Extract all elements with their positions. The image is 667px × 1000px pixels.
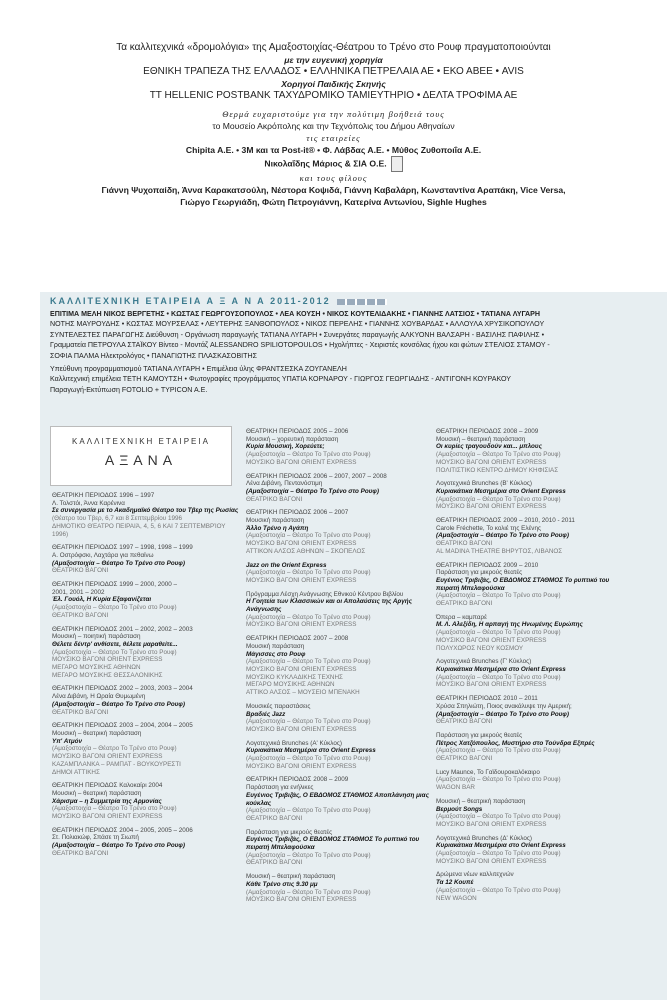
history-column-3 bbox=[436, 428, 626, 908]
entry-line: Στ. Πολιακώφ, Σπάσε τη Σιωπή bbox=[52, 834, 139, 842]
entry-line: ΠΟΛΙΤΙΣΤΙΚΟ ΚΕΝΤΡΟ ΔΗΜΟΥ ΚΗΦΙΣΙΑΣ bbox=[436, 466, 559, 474]
entry-line: AL MADINA THEATRE ΒΗΡΥΤΟΣ, ΛΙΒΑΝΟΣ bbox=[436, 547, 563, 555]
thanks-institutions: το Μουσείο Ακρόπολης και την Τεχνόπολις του Δήμου Αθηναίων bbox=[212, 121, 455, 131]
entry-line: ΘΕΑΤΡΙΚΟ ΒΑΓΟΝΙ bbox=[246, 859, 303, 867]
season-entry bbox=[52, 544, 242, 575]
entry-line: (Αμαξοστοιχία – Θέατρο Το Τρένο στο Ρουφ) bbox=[52, 805, 177, 813]
entry-line: ΘΕΑΤΡΙΚΟ ΒΑΓΟΝΙ bbox=[52, 567, 109, 575]
companies-label: τις εταιρείες bbox=[306, 133, 361, 143]
entry-line: (Αμαξοστοιχία – Θέατρο Το Τρένο στο Ρουφ) bbox=[436, 747, 561, 755]
entry-line: (Αμαξοστοιχία – Θέατρο Το Τρένο στο Ρουφ) bbox=[436, 495, 561, 503]
entry-line: (Αμαξοστοιχία – Θέατρο Το Τρένο στο Ρουφ) bbox=[436, 451, 561, 459]
season-entry bbox=[436, 428, 626, 474]
season-entry bbox=[436, 732, 626, 763]
entry-line: (Αμαξοστοιχία – Θέατρο Το Τρένο στο Ρουφ) bbox=[246, 532, 371, 540]
credits-line: Υπεύθυνη προγραμματισμού ΤΑΤΙΑΝΑ ΛΥΓΑΡΗ • Επιμέλεια ύλης ΦΡΑΝΤΣΕΣΚΑ ΖΟΥΓΑΝΕΛΗ bbox=[50, 365, 347, 374]
entry-line: (Αμαξοστοιχία – Θέατρο Το Τρένο στο Ρουφ) bbox=[436, 850, 561, 858]
entry-line: ΘΕΑΤΡΙΚΟ ΒΑΓΟΝΙ bbox=[436, 540, 493, 548]
play-title: (Αμαξοστοιχία – Θέατρο Το Τρένο στο Ρουφ) bbox=[246, 487, 379, 495]
entry-line: ΜΟΥΣΙΚΟ ΒΑΓΟΝΙ ORIENT EXPRESS bbox=[436, 857, 547, 865]
entry-line: ΔΗΜΟΙ ΑΤΤΙΚΗΣ bbox=[52, 768, 100, 776]
entry-line: Μουσική – θεατρική παράσταση bbox=[246, 873, 336, 881]
season-entry bbox=[436, 871, 626, 902]
play-title: Έλ. Γουόλ, Η Κυρία Εξαφανίζεται bbox=[52, 596, 152, 604]
friends-label: και τους φίλους bbox=[299, 173, 368, 183]
entry-line: (Αμαξοστοιχία – Θέατρο Το Τρένο στο Ρουφ) bbox=[436, 629, 561, 637]
season-period: ΘΕΑΤΡΙΚΗ ΠΕΡΙΟΔΟΣ 1997 – 1998, 1998 – 1999 bbox=[52, 544, 193, 552]
entry-line: ΜΟΥΣΙΚΟ ΒΑΓΟΝΙ ORIENT EXPRESS bbox=[436, 636, 547, 644]
company-panel bbox=[40, 292, 667, 1000]
entry-line: ΜΕΓΑΡΟ ΜΟΥΣΙΚΗΣ ΑΘΗΝΩΝ bbox=[246, 681, 335, 689]
entry-line: Λογοτεχνικά Brunches (Α' Κύκλος) bbox=[246, 739, 342, 747]
season-entry bbox=[436, 562, 626, 608]
season-period: ΘΕΑΤΡΙΚΗ ΠΕΡΙΟΔΟΣ 2008 – 2009 bbox=[436, 428, 539, 435]
play-title: Θέλετε δέντρ' ανθίσετε, θέλετε μαραθείτε... bbox=[52, 640, 178, 648]
season-entry bbox=[246, 562, 436, 585]
entry-line: ΜΟΥΣΙΚΟ ΒΑΓΟΝΙ ORIENT EXPRESS bbox=[436, 503, 547, 511]
sponsorship-label: με την ευγενική χορηγία bbox=[284, 55, 383, 65]
entry-line: (Αμαξοστοιχία – Θέατρο Το Τρένο στο Ρουφ) bbox=[246, 569, 371, 577]
season-entry bbox=[52, 685, 242, 716]
play-title: Χάρισμα – η Συμμετρία της Αρμονίας bbox=[52, 797, 162, 805]
entry-line: ΜΟΥΣΙΚΟ ΒΑΓΟΝΙ ORIENT EXPRESS bbox=[436, 458, 547, 466]
thanks-company-2: Νικολαΐδης Μάριος & ΣΙΑ Ο.Ε. bbox=[0, 156, 667, 172]
entry-line: ΜΟΥΣΙΚΟ ΒΑΓΟΝΙ ORIENT EXPRESS bbox=[246, 762, 357, 770]
entry-line: ΠΟΛΥΧΩΡΟΣ ΝΕΟΥ ΚΟΣΜΟΥ bbox=[436, 644, 524, 652]
entry-line: ΜΟΥΣΙΚΟ ΒΑΓΟΝΙ ORIENT EXPRESS bbox=[52, 813, 163, 821]
season-entry bbox=[52, 782, 242, 821]
entry-line: Μουσική παράσταση bbox=[246, 517, 305, 525]
history-column-2 bbox=[246, 428, 436, 910]
logo-top-text: ΚΑΛΛΙΤΕΧΝΙΚΗ ΕΤΑΙΡΕΙΑ bbox=[72, 437, 210, 446]
entry-line: 2001, 2001 – 2002 bbox=[52, 588, 105, 596]
entry-line: Α. Οστρόφσκι, Λαχτάρα για πεθαίνω bbox=[52, 551, 154, 559]
play-title: Κυριακάτικα Μεσημέρια στο Orient Express bbox=[436, 487, 566, 495]
entry-line: ΘΕΑΤΡΙΚΟ ΒΑΓΟΝΙ bbox=[52, 849, 109, 857]
entry-line: ΘΕΑΤΡΙΚΟ ΒΑΓΟΝΙ bbox=[52, 708, 109, 716]
entry-line: (Αμαξοστοιχία – Θέατρο Το Τρένο στο Ρουφ) bbox=[436, 592, 561, 600]
children-sponsors-label: Χορηγοί Παιδικής Σκηνής bbox=[281, 79, 386, 89]
play-title: (Αμαξοστοιχία – Θέατρο Το Τρένο στο Ρουφ) bbox=[52, 559, 185, 567]
season-entry bbox=[436, 798, 626, 829]
play-title: Μάγισσες στο Ρουφ bbox=[246, 650, 306, 658]
children-sponsors: TT HELLENIC POSTBANK ΤΑΧΥΔΡΟΜΙΚΟ ΤΑΜΙΕΥΤΗΡΙΟ • ΔΕΛΤΑ ΤΡΟΦΙΜΑ ΑΕ bbox=[149, 90, 518, 101]
entry-line: ΜΟΥΣΙΚΟ ΒΑΓΟΝΙ ORIENT EXPRESS bbox=[52, 753, 163, 761]
entry-line: ΑΤΤΙΚΟΝ ΑΛΣΟΣ ΑΘΗΝΩΝ – ΣΚΟΠΕΛΟΣ bbox=[246, 547, 366, 555]
entry-line: Παράσταση για μικρούς θεατές bbox=[436, 731, 523, 739]
train-icon bbox=[337, 299, 387, 305]
credits-line: ΣΥΝΤΕΛΕΣΤΕΣ ΠΑΡΑΓΩΓΗΣ Διεύθυνση - Οργάνωση παραγωγής ΤΑΤΙΑΝΑ ΛΥΓΑΡΗ • Συνεργάτες παραγωγής ΑΛΚΥΟΝΗ ΒΑΛΣΑΡΗ - ΒΑΣΙΛΗΣ ΠΑΦΙΛΗΣ • bbox=[50, 330, 545, 339]
entry-line: (Αμαξοστοιχία – Θέατρο Το Τρένο στο Ρουφ) bbox=[436, 776, 561, 784]
entry-line: Δρώμενα νέων καλλιτεχνών bbox=[436, 871, 514, 879]
credits-line: ΣΟΦΙΑ ΠΑΛΜΑ Ηλεκτρολόγος • ΠΑΝΑΓΙΩΤΗΣ ΠΛΑΣΚΑΣΟΒΙΤΗΣ bbox=[50, 351, 257, 360]
season-period: ΘΕΑΤΡΙΚΗ ΠΕΡΙΟΔΟΣ 1999 – 2000, 2000 – bbox=[52, 581, 177, 589]
entry-line: ΜΟΥΣΙΚΟ ΒΑΓΟΝΙ ORIENT EXPRESS bbox=[436, 681, 547, 689]
play-title: (Αμαξοστοιχία – Θέατρο Το Τρένο στο Ρουφ) bbox=[436, 532, 569, 540]
entry-line: (Αμαξοστοιχία – Θέατρο Το Τρένο στο Ρουφ) bbox=[246, 851, 371, 859]
season-period: ΘΕΑΤΡΙΚΗ ΠΕΡΙΟΔΟΣ 2003 – 2004, 2004 – 2005 bbox=[52, 722, 193, 730]
play-title: Βραδιές Jazz bbox=[246, 710, 286, 718]
entry-line: (Αμαξοστοιχία – Θέατρο Το Τρένο στο Ρουφ) bbox=[246, 451, 371, 459]
season-entry bbox=[52, 827, 242, 858]
play-title: Κυριακάτικα Μεσημέρια στο Orient Express bbox=[246, 747, 376, 755]
entry-line: ΘΕΑΤΡΙΚΟ ΒΑΓΟΝΙ bbox=[436, 755, 493, 763]
entry-line: (Αμαξοστοιχία – Θέατρο Το Τρένο στο Ρουφ) bbox=[246, 718, 371, 726]
entry-line: NEW WAGON bbox=[436, 894, 477, 902]
entry-line: Μουσική – θεατρική παράσταση bbox=[52, 729, 142, 737]
company-logo-box bbox=[50, 426, 232, 486]
entry-line: ΘΕΑΤΡΙΚΟ ΒΑΓΟΝΙ bbox=[436, 600, 493, 608]
entry-line: Λένα Διβάνη, Η Ωραία Θυμωμένη bbox=[52, 693, 146, 701]
entry-line: Λ. Τολστόι, Άννα Καρένινα bbox=[52, 499, 125, 507]
season-entry bbox=[246, 776, 436, 822]
play-title: Κυρία Μουσική, Χορεύετε; bbox=[246, 443, 325, 451]
entry-line: (Αμαξοστοιχία – Θέατρο Το Τρένο στο Ρουφ) bbox=[436, 886, 561, 894]
entry-line: WAGON BAR bbox=[436, 784, 475, 792]
entry-line: Μουσική – θεατρική παράσταση bbox=[52, 789, 142, 797]
entry-line: (Θέατρο του Τβερ, 6,7 και 8 Σεπτεμβρίου 1996 bbox=[52, 515, 182, 523]
entry-line: ΜΟΥΣΙΚΟ ΒΑΓΟΝΙ ORIENT EXPRESS bbox=[246, 665, 357, 673]
credits-line: ΕΠΙΤΙΜΑ ΜΕΛΗ ΝΙΚΟΣ ΒΕΡΓΕΤΗΣ • ΚΩΣΤΑΣ ΓΕΩΡΓΟΥΣΟΠΟΥΛΟΣ • ΛΕΑ ΚΟΥΣΗ • ΝΙΚΟΣ ΚΟΥΤΕΛΙΔΑΚΗΣ • ΓΙΑΝΝΗΣ ΛΑΤΣΙΟΣ • ΤΑΤΙΑΝΑ ΛΥΓΑΡΗ bbox=[50, 310, 541, 318]
season-entry bbox=[246, 635, 436, 697]
entry-line: ΜΟΥΣΙΚΟ ΒΑΓΟΝΙ ORIENT EXPRESS bbox=[246, 576, 357, 584]
entry-line: ΘΕΑΤΡΙΚΟ ΒΑΓΟΝΙ bbox=[436, 718, 493, 726]
entry-line: Όπερα – καμπαρέ bbox=[436, 613, 487, 621]
entry-line: Μουσική – χορευτική παράσταση bbox=[246, 435, 339, 443]
intro-line: Τα καλλιτεχνικά «δρομολόγια» της Αμαξοστοιχίας-Θέατρου το Τρένο στο Ρουφ πραγματοποιούνται bbox=[116, 42, 551, 53]
season-entry bbox=[246, 473, 436, 504]
entry-line: ΘΕΑΤΡΙΚΟ ΒΑΓΟΝΙ bbox=[52, 611, 109, 619]
logo-bottom-text: ΑΞΑΝΑ bbox=[104, 452, 178, 468]
entry-line: Lucy Maunce, Το Γαϊδουροκαλόκαιρο bbox=[436, 768, 540, 776]
play-title: Τα 12 Κουπέ bbox=[436, 879, 474, 887]
season-entry bbox=[436, 769, 626, 792]
entry-line: Μουσική – ποιητική παράσταση bbox=[52, 633, 141, 641]
season-entry bbox=[436, 517, 626, 556]
season-entry bbox=[52, 722, 242, 776]
entry-line: Χρύσα Σπηλιώτη, Ποιος ανακάλυψε την Αμερική; bbox=[436, 702, 572, 710]
credits-line: Παραγωγή-Εκτύπωση FOTOLIO + TYPICON A.E. bbox=[50, 385, 208, 394]
thanks-line: Θερμά ευχαριστούμε για την πολύτιμη βοήθειά τους bbox=[222, 109, 445, 119]
entry-line: ΜΟΥΣΙΚΟ ΒΑΓΟΝΙ ORIENT EXPRESS bbox=[52, 656, 163, 664]
entry-line: ΘΕΑΤΡΙΚΟ ΒΑΓΟΝΙ bbox=[246, 814, 303, 822]
play-title: Πέτρος Χατζόπουλος, Μυστήριο στο Τούνδρα Εξπρές bbox=[436, 739, 595, 747]
entry-line: ΑΤΤΙΚΟ ΑΛΣΟΣ – ΜΟΥΣΕΙΟ ΜΠΕΝΑΚΗ bbox=[246, 689, 360, 697]
credits-line: ΝΟΤΗΣ ΜΑΥΡΟΥΔΗΣ • ΚΩΣΤΑΣ ΜΟΥΡΣΕΛΑΣ • ΛΕΥΤΕΡΗΣ ΞΑΝΘΟΠΟΥΛΟΣ • ΝΙΚΟΣ ΠΕΡΕΛΗΣ • ΓΙΑΝΝΗΣ ΧΟΥΒΑΡΔΑΣ • ΑΛΛΟΥΛΑ ΧΡΥΣΙΚΟΠΟΥΛΟΥ bbox=[50, 320, 545, 329]
entry-line: Παράσταση για μικρούς θεατές bbox=[246, 828, 333, 836]
season-entry bbox=[246, 740, 436, 771]
play-title: Βερμούτ Songs bbox=[436, 805, 483, 813]
entry-line: (Αμαξοστοιχία – Θέατρο Το Τρένο στο Ρουφ) bbox=[246, 613, 371, 621]
entry-line: ΜΟΥΣΙΚΟ ΒΑΓΟΝΙ ORIENT EXPRESS bbox=[246, 458, 357, 466]
entry-line: (Αμαξοστοιχία – Θέατρο Το Τρένο στο Ρουφ) bbox=[52, 604, 177, 612]
history-column-1 bbox=[52, 492, 242, 864]
play-title: Jazz on the Orient Express bbox=[246, 561, 327, 569]
play-title: (Αμαξοστοιχία – Θέατρο Το Τρένο στο Ρουφ) bbox=[52, 842, 185, 850]
entry-line: (Αμαξοστοιχία – Θέατρο Το Τρένο στο Ρουφ) bbox=[246, 888, 371, 896]
entry-line: ΜΕΓΑΡΟ ΜΟΥΣΙΚΗΣ ΘΕΣΣΑΛΟΝΙΚΗΣ bbox=[52, 671, 163, 679]
entry-line: Λογοτεχνικά Brunches (Δ' Κύκλος) bbox=[436, 834, 532, 842]
season-period: ΘΕΑΤΡΙΚΗ ΠΕΡΙΟΔΟΣ 2002 – 2003, 2003 – 2004 bbox=[52, 685, 193, 693]
credits-line: Γραμματεία ΠΕΤΡΟΥΛΑ ΣΤΑΪΚΟΥ Βίντεο - Μοντάζ ALESSANDRO SPILIOTOPOULOS • Ηχολήπτες - Χειριστές κονσόλας ήχου και φώτων ΣΤΕΛΙΟΣ ΣΤΑΜΟΥ - bbox=[50, 341, 550, 350]
season-period: ΘΕΑΤΡΙΚΗ ΠΕΡΙΟΔΟΣ 2001 – 2002, 2002 – 2003 bbox=[52, 625, 193, 633]
season-period: ΘΕΑΤΡΙΚΗ ΠΕΡΙΟΔΟΣ Καλοκαίρι 2004 bbox=[52, 782, 163, 790]
entry-line: ΜΟΥΣΙΚΟ ΚΥΚΛΑΔΙΚΗΣ ΤΕΧΝΗΣ bbox=[246, 673, 343, 681]
season-period: ΘΕΑΤΡΙΚΗ ΠΕΡΙΟΔΟΣ 2010 – 2011 bbox=[436, 695, 538, 703]
credits-line: Καλλιτεχνική επιμέλεια ΤΕΤΗ ΚΑΜΟΥΤΣΗ • Φωτογραφίες προγράμματος ΥΠΑΤΙΑ ΚΟΡΝΑΡΟΥ - ΓΙΩΡΓΟΣ ΓΕΩΡΓΙΑΔΗΣ - ΑΝΤΙΓΟΝΗ ΚΟΥΡΑΚΟΥ bbox=[50, 375, 512, 384]
season-period: ΘΕΑΤΡΙΚΗ ΠΕΡΙΟΔΟΣ 1996 – 1997 bbox=[52, 492, 155, 499]
season-entry bbox=[52, 492, 242, 538]
company-logo-icon bbox=[391, 156, 403, 172]
entry-line: Παράσταση για ενήλικες bbox=[246, 784, 314, 792]
season-period: ΘΕΑΤΡΙΚΗ ΠΕΡΙΟΔΟΣ 2006 – 2007 bbox=[246, 509, 349, 517]
entry-line: ΜΕΓΑΡΟ ΜΟΥΣΙΚΗΣ ΑΘΗΝΩΝ bbox=[52, 664, 141, 672]
season-entry bbox=[436, 480, 626, 511]
company-title: ΚΑΛΛΙΤΕΧΝΙΚΗ ΕΤΑΙΡΕΙΑ Α Ξ Α Ν Α 2011-2012 bbox=[50, 296, 387, 306]
entry-line: (Αμαξοστοιχία – Θέατρο Το Τρένο στο Ρουφ) bbox=[52, 745, 177, 753]
season-entry bbox=[246, 428, 436, 467]
play-title: Μ. Λ. Αλεξίδη, Η αρπαγή της Ηνωμένης Ευρώπης bbox=[436, 621, 583, 629]
entry-line: Μουσική – θεατρική παράσταση bbox=[436, 435, 526, 443]
entry-line: (Αμαξοστοιχία – Θέατρο Το Τρένο στο Ρουφ) bbox=[246, 807, 371, 815]
main-sponsors: ΕΘΝΙΚΗ ΤΡΑΠΕΖΑ ΤΗΣ ΕΛΛΑΔΟΣ • ΕΛΛΗΝΙΚΑ ΠΕΤΡΕΛΑΙΑ ΑΕ • ΕΚΟ ΑΒΕΕ • AVIS bbox=[143, 66, 524, 77]
play-title: Υπ' Ατμόν bbox=[52, 737, 82, 745]
season-entry bbox=[436, 835, 626, 866]
entry-line: ΔΗΜΟΤΙΚΌ ΘΈΑΤΡΟ ΠΕΙΡΑΙΆ, 4, 5, 6 ΚΑΙ 7 ΣΕΠΤΕΜΒΡΊΟΥ 1996) bbox=[52, 522, 226, 538]
entry-line: Λογοτεχνικά Brunches (Γ' Κύκλος) bbox=[436, 658, 532, 666]
friends-line-1: Γιάννη Ψυχοπαίδη, Άννα Καρακατσούλη, Νέστορα Κοψιδά, Γιάννη Καβαλάρη, Κωνσταντίνα Αραπάκη, Vice Versa, bbox=[101, 185, 566, 195]
entry-line: (Αμαξοστοιχία – Θέατρο Το Τρένο στο Ρουφ) bbox=[246, 658, 371, 666]
entry-line: ΘΕΑΤΡΙΚΟ ΒΑΓΟΝΙ bbox=[246, 495, 303, 503]
entry-line: ΜΟΥΣΙΚΟ ΒΑΓΟΝΙ ORIENT EXPRESS bbox=[436, 820, 547, 828]
season-period: ΘΕΑΤΡΙΚΗ ΠΕΡΙΟΔΟΣ 2009 – 2010 bbox=[436, 561, 539, 569]
entry-line: Λένα Διβάνη, Πεντανόστιμη bbox=[246, 480, 323, 488]
season-period: ΘΕΑΤΡΙΚΗ ΠΕΡΙΟΔΟΣ 2009 – 2010, 2010 - 2011 bbox=[436, 517, 575, 525]
season-entry bbox=[246, 591, 436, 630]
entry-line: (Αμαξοστοιχία – Θέατρο Το Τρένο στο Ρουφ) bbox=[52, 648, 177, 656]
season-entry bbox=[246, 703, 436, 734]
entry-line: Πρόγραμμα Λέσχη Ανάγνωσης Εθνικού Κέντρου Βιβλίου bbox=[246, 590, 404, 598]
season-entry bbox=[246, 873, 436, 904]
season-entry bbox=[52, 626, 242, 680]
season-entry bbox=[246, 829, 436, 868]
entry-line: Παράσταση για μικρούς θεατές bbox=[436, 569, 523, 577]
entry-line: ΜΟΥΣΙΚΟ ΒΑΓΟΝΙ ORIENT EXPRESS bbox=[246, 540, 357, 548]
entry-line: Μουσικές παραστάσεις bbox=[246, 702, 311, 710]
play-title: Η Γοητεία των Κλασσικών και οι Απολαύσεις της Αργής Ανάγνωσης bbox=[246, 598, 412, 614]
season-period: ΘΕΑΤΡΙΚΗ ΠΕΡΙΟΔΟΣ 2006 – 2007, 2007 – 2008 bbox=[246, 472, 387, 480]
entry-line: Μουσική παράσταση bbox=[246, 642, 305, 650]
entry-line: ΚΑΖΑΜΠΛΑΝΚΑ – ΡΑΜΠΑΤ - ΒΟΥΚΟΥΡΕΣΤΙ bbox=[52, 760, 181, 768]
entry-line: (Αμαξοστοιχία – Θέατρο Το Τρένο στο Ρουφ) bbox=[436, 813, 561, 821]
season-period: ΘΕΑΤΡΙΚΗ ΠΕΡΙΟΔΟΣ 2004 – 2005, 2005 – 2006 bbox=[52, 826, 193, 834]
season-period: ΘΕΑΤΡΙΚΗ ΠΕΡΙΟΔΟΣ 2007 – 2008 bbox=[246, 635, 349, 643]
entry-line: Μουσική – θεατρική παράσταση bbox=[436, 797, 526, 805]
play-title: (Αμαξοστοιχία – Θέατρο Το Τρένο στο Ρουφ) bbox=[52, 700, 185, 708]
entry-line: Λογοτεχνικά Brunches (Β' Κύκλος) bbox=[436, 480, 532, 488]
play-title: (Αμαξοστοιχία – Θέατρο Το Τρένο στο Ρουφ) bbox=[436, 710, 569, 718]
season-entry bbox=[436, 614, 626, 653]
entry-line: ΜΟΥΣΙΚΟ ΒΑΓΟΝΙ ORIENT EXPRESS bbox=[246, 621, 357, 629]
entry-line: ΜΟΥΣΙΚΟ ΒΑΓΟΝΙ ORIENT EXPRESS bbox=[246, 896, 357, 904]
play-title: Οι κυρίες τραγουδούν και... μπλους bbox=[436, 443, 542, 451]
play-title: Κάθε Τρένο στις 9.30 μμ bbox=[246, 880, 318, 888]
play-title: Ευγένιος Τριβιζάς, Ο ΕΒΔΟΜΟΣ ΣΤΑΘΜΟΣ Αποπλάνηση μιας κούκλας bbox=[246, 791, 429, 807]
season-entry bbox=[52, 581, 242, 620]
season-period: ΘΕΑΤΡΙΚΗ ΠΕΡΙΟΔΟΣ 2008 – 2009 bbox=[246, 776, 349, 784]
friends-line-2: Γιώργο Γεωργιάδη, Φώτη Πετρογιάννη, Κατερίνα Αντωνίου, Sighle Hughes bbox=[180, 197, 487, 207]
season-entry bbox=[436, 658, 626, 689]
entry-line: Carole Fréchette, Το κολιέ της Ελένης bbox=[436, 524, 541, 532]
sponsors-header bbox=[0, 0, 667, 290]
credits-block bbox=[50, 309, 650, 395]
play-title: Ευγένιος Τριβιζάς, Ο ΕΒΔΟΜΟΣ ΣΤΑΘΜΟΣ Το ρυπτικό του πειρατή Μπελαφούσκα bbox=[246, 836, 420, 852]
thanks-companies: Chipita A.E. • 3M και τα Post-it® • Φ. Λάβδας Α.Ε. • Μύθος Ζυθοποιΐα Α.Ε. bbox=[185, 145, 482, 155]
play-title: Ευγένιος Τριβιζάς, Ο ΕΒΔΟΜΟΣ ΣΤΑΘΜΟΣ Το ρυπτικό του πειρατή Μπελαφούσκα bbox=[436, 576, 610, 592]
play-title: Κυριακάτικα Μεσημέρια στο Orient Express bbox=[436, 842, 566, 850]
entry-line: (Αμαξοστοιχία – Θέατρο Το Τρένο στο Ρουφ) bbox=[246, 755, 371, 763]
season-entry bbox=[436, 695, 626, 726]
entry-line: (Αμαξοστοιχία – Θέατρο Το Τρένο στο Ρουφ) bbox=[436, 673, 561, 681]
play-title: Άλλο Τρένο η Αγάπη bbox=[246, 524, 309, 532]
season-period: ΘΕΑΤΡΙΚΗ ΠΕΡΙΟΔΟΣ 2005 – 2006 bbox=[246, 428, 349, 435]
play-title: Σε συνεργασία με το Ακαδημαϊκό Θέατρο του Τβερ της Ρωσίας bbox=[52, 507, 239, 515]
play-title: Κυριακάτικα Μεσημέρια στο Orient Express bbox=[436, 665, 566, 673]
season-entry bbox=[246, 509, 436, 555]
entry-line: ΜΟΥΣΙΚΟ ΒΑΓΟΝΙ ORIENT EXPRESS bbox=[246, 725, 357, 733]
